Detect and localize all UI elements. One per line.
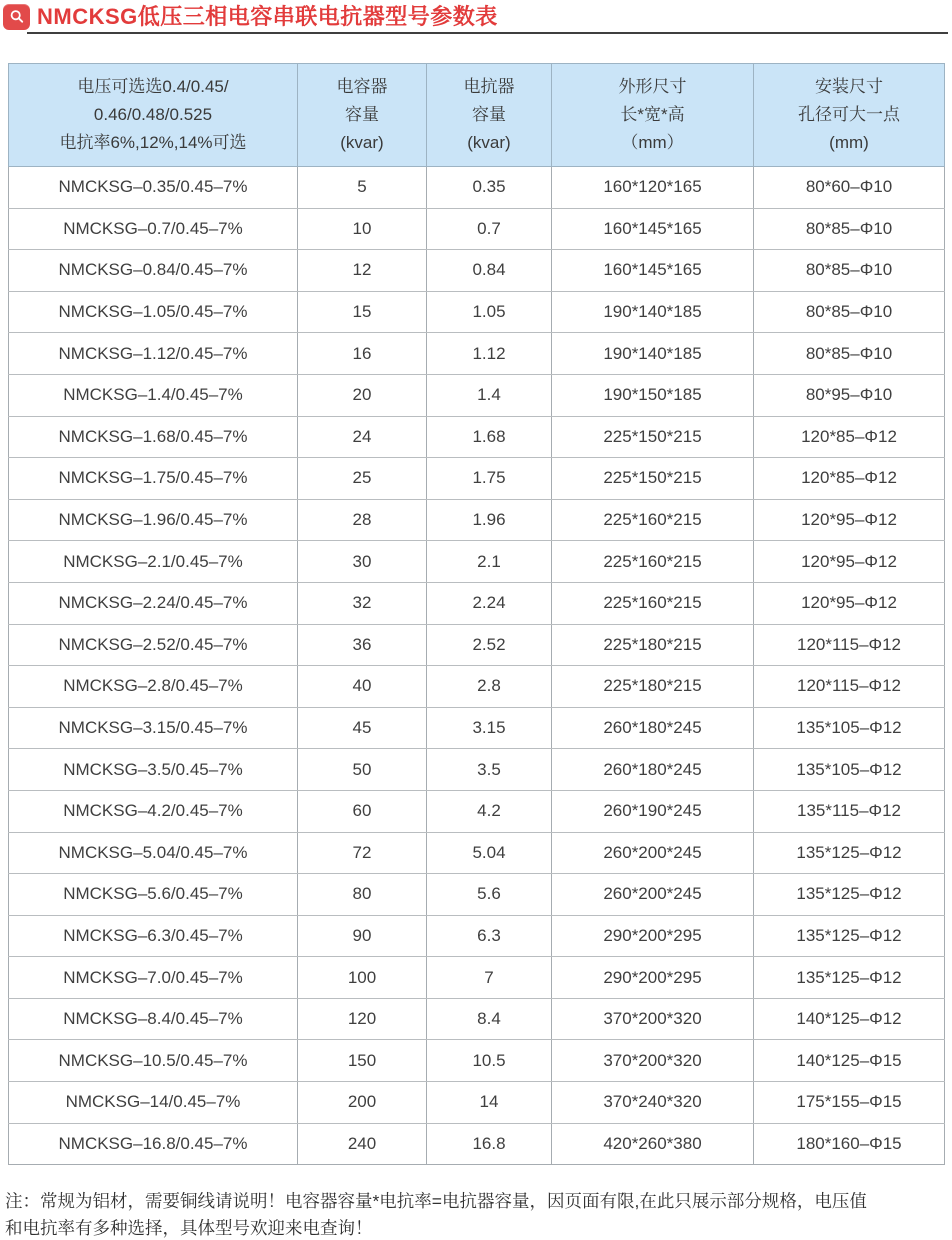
header-line: (kvar)	[467, 133, 511, 152]
cell-reactor-kvar: 3.15	[427, 707, 552, 749]
cell-model: NMCKSG–1.05/0.45–7%	[9, 291, 298, 333]
table-row	[9, 499, 945, 541]
cell-model: NMCKSG–2.24/0.45–7%	[9, 582, 298, 624]
cell-model: NMCKSG–3.5/0.45–7%	[9, 749, 298, 791]
table-row	[9, 874, 945, 916]
cell-capacitor-kvar: 150	[298, 1040, 427, 1082]
cell-dimensions: 420*260*380	[552, 1123, 754, 1165]
cell-mounting: 120*85–Φ12	[754, 416, 945, 458]
cell-model: NMCKSG–8.4/0.45–7%	[9, 998, 298, 1040]
cell-model: NMCKSG–6.3/0.45–7%	[9, 915, 298, 957]
cell-capacitor-kvar: 5	[298, 167, 427, 209]
cell-reactor-kvar: 1.96	[427, 499, 552, 541]
cell-model: NMCKSG–1.96/0.45–7%	[9, 499, 298, 541]
cell-dimensions: 290*200*295	[552, 957, 754, 999]
header-line: 容量	[472, 105, 506, 124]
table-row	[9, 624, 945, 666]
cell-mounting: 135*125–Φ12	[754, 957, 945, 999]
cell-capacitor-kvar: 36	[298, 624, 427, 666]
cell-capacitor-kvar: 40	[298, 666, 427, 708]
cell-capacitor-kvar: 10	[298, 208, 427, 250]
cell-capacitor-kvar: 20	[298, 374, 427, 416]
cell-dimensions: 260*200*245	[552, 874, 754, 916]
cell-model: NMCKSG–2.1/0.45–7%	[9, 541, 298, 583]
cell-mounting: 80*85–Φ10	[754, 250, 945, 292]
cell-dimensions: 225*150*215	[552, 458, 754, 500]
cell-dimensions: 225*180*215	[552, 624, 754, 666]
cell-reactor-kvar: 4.2	[427, 790, 552, 832]
header-line: 长*宽*高	[620, 105, 685, 124]
cell-model: NMCKSG–1.75/0.45–7%	[9, 458, 298, 500]
table-row	[9, 208, 945, 250]
cell-dimensions: 160*145*165	[552, 208, 754, 250]
cell-mounting: 120*95–Φ12	[754, 582, 945, 624]
header-line: 孔径可大一点	[798, 105, 900, 124]
cell-reactor-kvar: 2.52	[427, 624, 552, 666]
magnifier-icon	[3, 4, 30, 30]
header-line: 电容器	[336, 77, 388, 96]
cell-mounting: 135*125–Φ12	[754, 915, 945, 957]
cell-reactor-kvar: 5.04	[427, 832, 552, 874]
cell-mounting: 80*95–Φ10	[754, 374, 945, 416]
cell-model: NMCKSG–1.4/0.45–7%	[9, 374, 298, 416]
header-line: 电压可选选0.4/0.45/	[77, 77, 229, 96]
cell-dimensions: 190*140*185	[552, 333, 754, 375]
cell-model: NMCKSG–0.35/0.45–7%	[9, 167, 298, 209]
cell-dimensions: 190*140*185	[552, 291, 754, 333]
cell-dimensions: 260*180*245	[552, 707, 754, 749]
footnote	[5, 1188, 950, 1240]
cell-mounting: 140*125–Φ12	[754, 998, 945, 1040]
cell-dimensions: 225*160*215	[552, 499, 754, 541]
cell-model: NMCKSG–7.0/0.45–7%	[9, 957, 298, 999]
cell-mounting: 80*85–Φ10	[754, 208, 945, 250]
cell-dimensions: 160*120*165	[552, 167, 754, 209]
header-col-reactor-kvar	[427, 64, 552, 167]
cell-dimensions: 260*200*245	[552, 832, 754, 874]
footnote-line-2: 和电抗率有多种选择，具体型号欢迎来电查询！	[5, 1218, 373, 1239]
table-row	[9, 250, 945, 292]
cell-mounting: 80*60–Φ10	[754, 167, 945, 209]
header-col-model	[9, 64, 298, 167]
cell-mounting: 80*85–Φ10	[754, 333, 945, 375]
table-row	[9, 957, 945, 999]
header-line: 外形尺寸	[618, 77, 687, 96]
table-row	[9, 1040, 945, 1082]
table-row	[9, 541, 945, 583]
cell-reactor-kvar: 0.35	[427, 167, 552, 209]
cell-reactor-kvar: 7	[427, 957, 552, 999]
table-row	[9, 416, 945, 458]
cell-model: NMCKSG–3.15/0.45–7%	[9, 707, 298, 749]
header-col-capacitor-kvar	[298, 64, 427, 167]
cell-reactor-kvar: 8.4	[427, 998, 552, 1040]
spec-table	[8, 63, 945, 1165]
header-line: 容量	[345, 105, 379, 124]
cell-mounting: 175*155–Φ15	[754, 1082, 945, 1124]
cell-mounting: 135*105–Φ12	[754, 707, 945, 749]
header-line: (kvar)	[340, 133, 384, 152]
cell-reactor-kvar: 16.8	[427, 1123, 552, 1165]
table-row	[9, 832, 945, 874]
table-row	[9, 458, 945, 500]
cell-model: NMCKSG–2.52/0.45–7%	[9, 624, 298, 666]
page-title: NMCKSG低压三相电容串联电抗器型号参数表	[37, 4, 498, 29]
table-row	[9, 333, 945, 375]
cell-dimensions: 370*200*320	[552, 998, 754, 1040]
cell-reactor-kvar: 2.1	[427, 541, 552, 583]
cell-model: NMCKSG–16.8/0.45–7%	[9, 1123, 298, 1165]
cell-capacitor-kvar: 120	[298, 998, 427, 1040]
cell-capacitor-kvar: 32	[298, 582, 427, 624]
header-col-dimensions	[552, 64, 754, 167]
cell-mounting: 120*95–Φ12	[754, 499, 945, 541]
cell-dimensions: 260*190*245	[552, 790, 754, 832]
header-col-mounting	[754, 64, 945, 167]
table-row	[9, 1123, 945, 1165]
cell-capacitor-kvar: 45	[298, 707, 427, 749]
page-header	[0, 0, 952, 31]
cell-dimensions: 225*180*215	[552, 666, 754, 708]
spec-table-body	[9, 167, 945, 1165]
table-row	[9, 167, 945, 209]
header-row	[9, 64, 945, 167]
header-line: 安装尺寸	[815, 77, 883, 96]
table-row	[9, 998, 945, 1040]
cell-reactor-kvar: 1.75	[427, 458, 552, 500]
cell-capacitor-kvar: 30	[298, 541, 427, 583]
cell-mounting: 135*105–Φ12	[754, 749, 945, 791]
header-line: (mm)	[829, 133, 869, 152]
cell-capacitor-kvar: 60	[298, 790, 427, 832]
cell-model: NMCKSG–1.68/0.45–7%	[9, 416, 298, 458]
cell-capacitor-kvar: 100	[298, 957, 427, 999]
cell-model: NMCKSG–2.8/0.45–7%	[9, 666, 298, 708]
cell-capacitor-kvar: 200	[298, 1082, 427, 1124]
cell-model: NMCKSG–5.04/0.45–7%	[9, 832, 298, 874]
cell-dimensions: 225*150*215	[552, 416, 754, 458]
cell-dimensions: 190*150*185	[552, 374, 754, 416]
cell-reactor-kvar: 1.4	[427, 374, 552, 416]
cell-reactor-kvar: 5.6	[427, 874, 552, 916]
cell-mounting: 140*125–Φ15	[754, 1040, 945, 1082]
table-row	[9, 707, 945, 749]
cell-dimensions: 290*200*295	[552, 915, 754, 957]
cell-dimensions: 225*160*215	[552, 582, 754, 624]
cell-reactor-kvar: 1.68	[427, 416, 552, 458]
table-row	[9, 291, 945, 333]
cell-capacitor-kvar: 240	[298, 1123, 427, 1165]
cell-reactor-kvar: 2.8	[427, 666, 552, 708]
cell-capacitor-kvar: 50	[298, 749, 427, 791]
cell-capacitor-kvar: 80	[298, 874, 427, 916]
cell-model: NMCKSG–0.7/0.45–7%	[9, 208, 298, 250]
cell-dimensions: 260*180*245	[552, 749, 754, 791]
table-row	[9, 749, 945, 791]
cell-capacitor-kvar: 16	[298, 333, 427, 375]
cell-mounting: 120*115–Φ12	[754, 624, 945, 666]
cell-reactor-kvar: 1.12	[427, 333, 552, 375]
cell-reactor-kvar: 6.3	[427, 915, 552, 957]
cell-capacitor-kvar: 28	[298, 499, 427, 541]
cell-mounting: 80*85–Φ10	[754, 291, 945, 333]
header-line: （mm）	[621, 133, 684, 152]
table-row	[9, 1082, 945, 1124]
cell-dimensions: 160*145*165	[552, 250, 754, 292]
cell-capacitor-kvar: 90	[298, 915, 427, 957]
cell-reactor-kvar: 3.5	[427, 749, 552, 791]
cell-mounting: 120*85–Φ12	[754, 458, 945, 500]
cell-reactor-kvar: 0.7	[427, 208, 552, 250]
cell-reactor-kvar: 14	[427, 1082, 552, 1124]
cell-dimensions: 370*200*320	[552, 1040, 754, 1082]
cell-model: NMCKSG–4.2/0.45–7%	[9, 790, 298, 832]
cell-capacitor-kvar: 25	[298, 458, 427, 500]
table-row	[9, 666, 945, 708]
cell-dimensions: 225*160*215	[552, 541, 754, 583]
spec-table-header	[9, 64, 945, 167]
cell-reactor-kvar: 1.05	[427, 291, 552, 333]
cell-mounting: 135*115–Φ12	[754, 790, 945, 832]
header-line: 电抗器	[463, 77, 515, 96]
cell-mounting: 180*160–Φ15	[754, 1123, 945, 1165]
cell-capacitor-kvar: 72	[298, 832, 427, 874]
header-line: 电抗率6%,12%,14%可选	[59, 133, 247, 152]
cell-mounting: 135*125–Φ12	[754, 874, 945, 916]
cell-mounting: 120*95–Φ12	[754, 541, 945, 583]
header-line: 0.46/0.48/0.525	[93, 105, 213, 124]
cell-reactor-kvar: 10.5	[427, 1040, 552, 1082]
table-row	[9, 915, 945, 957]
table-row	[9, 790, 945, 832]
cell-dimensions: 370*240*320	[552, 1082, 754, 1124]
cell-model: NMCKSG–10.5/0.45–7%	[9, 1040, 298, 1082]
cell-capacitor-kvar: 24	[298, 416, 427, 458]
cell-model: NMCKSG–0.84/0.45–7%	[9, 250, 298, 292]
cell-model: NMCKSG–1.12/0.45–7%	[9, 333, 298, 375]
table-row	[9, 374, 945, 416]
cell-mounting: 120*115–Φ12	[754, 666, 945, 708]
cell-reactor-kvar: 0.84	[427, 250, 552, 292]
title-underline	[27, 32, 948, 34]
table-row	[9, 582, 945, 624]
cell-model: NMCKSG–5.6/0.45–7%	[9, 874, 298, 916]
cell-mounting: 135*125–Φ12	[754, 832, 945, 874]
footnote-line-1: 注：常规为铝材，需要铜线请说明！电容器容量*电抗率=电抗器容量，因页面有限,在此只展示部分规格，电压值	[5, 1191, 867, 1212]
cell-reactor-kvar: 2.24	[427, 582, 552, 624]
cell-capacitor-kvar: 12	[298, 250, 427, 292]
cell-model: NMCKSG–14/0.45–7%	[9, 1082, 298, 1124]
cell-capacitor-kvar: 15	[298, 291, 427, 333]
